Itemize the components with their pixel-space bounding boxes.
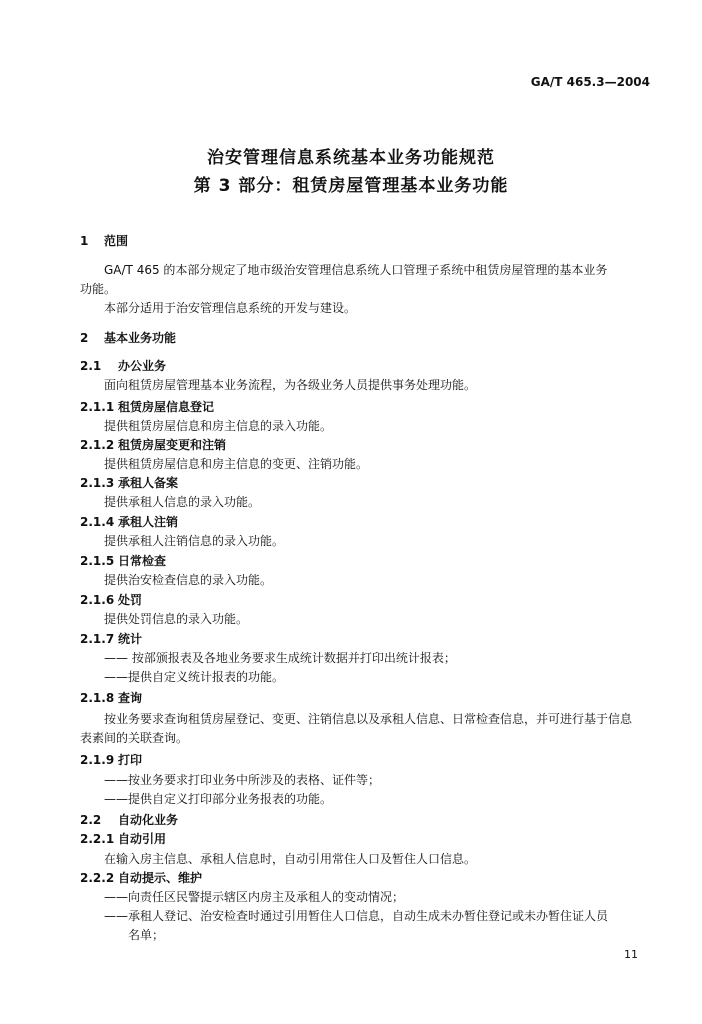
section-title: 查询: [118, 691, 143, 705]
section-heading: [80, 233, 128, 249]
section-number: 2.1.5: [80, 554, 115, 568]
document-title: 治安管理信息系统基本业务功能规范: [207, 148, 495, 168]
section-heading: [80, 831, 166, 847]
section-heading: [80, 690, 142, 706]
document-subtitle: 第 3 部分：租赁房屋管理基本业务功能: [193, 176, 509, 196]
section-title: 自动化业务: [118, 813, 179, 827]
section-title: 基本业务功能: [104, 331, 177, 345]
list-item: ——提供自定义打印部分业务报表的功能。: [104, 792, 333, 806]
section-title: 租赁房屋信息登记: [118, 400, 215, 414]
list-item-continuation: 名单；: [128, 928, 165, 942]
section-heading: [80, 514, 178, 530]
page-number: 11: [624, 948, 638, 961]
section-title: 自动引用: [118, 832, 167, 846]
section-heading: [80, 399, 214, 415]
section-title: 打印: [118, 753, 143, 767]
section-heading: [80, 475, 178, 491]
section-number: 2.2: [80, 813, 102, 827]
standard-number: GA/T 465.3—2004: [530, 75, 650, 89]
section-number: 2.2.2: [80, 871, 115, 885]
section-title: 处罚: [118, 593, 143, 607]
list-item: ——按业务要求打印业务中所涉及的表格、证件等；: [104, 773, 381, 787]
paragraph-line: 提供治安检查信息的录入功能。: [104, 573, 273, 587]
list-item: ——承租人登记、治安检查时通过引用暂住人口信息，自动生成未办暂住登记或未办暂住证人员: [104, 909, 609, 923]
section-number: 2.1.8: [80, 691, 115, 705]
section-number: 2.1.2: [80, 438, 115, 452]
paragraph-line: 表素间的关联查询。: [80, 731, 189, 745]
paragraph-line: GA/T 465 的本部分规定了地市级治安管理信息系统人口管理子系统中租赁房屋管理的基本业务: [104, 263, 608, 277]
section-number: 2.1.9: [80, 753, 115, 767]
section-heading: [80, 631, 142, 647]
paragraph-line: 在输入房主信息、承租人信息时，自动引用常住人口及暂住人口信息。: [104, 852, 477, 866]
section-number: 2.1: [80, 359, 102, 373]
section-heading: [80, 752, 142, 768]
section-heading: [80, 330, 176, 346]
section-title: 日常检查: [118, 554, 167, 568]
section-title: 承租人备案: [118, 476, 179, 490]
section-heading: [80, 553, 166, 569]
section-number: 2.1.6: [80, 593, 115, 607]
section-number: 2.1.3: [80, 476, 115, 490]
list-item: —— 按部颁报表及各地业务要求生成统计数据并打印出统计报表；: [104, 651, 456, 665]
list-item: ——向责任区民警提示辖区内房主及承租人的变动情况；: [104, 890, 405, 904]
paragraph-line: 提供处罚信息的录入功能。: [104, 612, 249, 626]
section-number: 2: [80, 331, 89, 345]
section-heading: [80, 437, 226, 453]
section-title: 办公业务: [118, 359, 167, 373]
section-title: 承租人注销: [118, 515, 179, 529]
paragraph-line: 本部分适用于治安管理信息系统的开发与建设。: [104, 301, 357, 315]
paragraph-line: 功能。: [80, 282, 117, 296]
list-item: ——提供自定义统计报表的功能。: [104, 670, 285, 684]
paragraph-line: 提供租赁房屋信息和房主信息的录入功能。: [104, 419, 333, 433]
section-title: 范围: [104, 234, 129, 248]
section-title: 租赁房屋变更和注销: [118, 438, 227, 452]
section-heading: [80, 358, 166, 374]
paragraph-line: 提供租赁房屋信息和房主信息的变更、注销功能。: [104, 457, 369, 471]
section-number: 2.1.7: [80, 632, 115, 646]
section-heading: [80, 870, 202, 886]
section-number: 2.1.1: [80, 400, 115, 414]
paragraph-line: 按业务要求查询租赁房屋登记、变更、注销信息以及承租人信息、日常检查信息，并可进行基于信息: [104, 712, 633, 726]
paragraph-line: 提供承租人信息的录入功能。: [104, 495, 261, 509]
section-number: 2.1.4: [80, 515, 115, 529]
section-heading: [80, 812, 178, 828]
paragraph-line: 面向租赁房屋管理基本业务流程，为各级业务人员提供事务处理功能。: [104, 378, 477, 392]
section-title: 统计: [118, 632, 143, 646]
section-title: 自动提示、维护: [118, 871, 203, 885]
section-number: 2.2.1: [80, 832, 115, 846]
paragraph-line: 提供承租人注销信息的录入功能。: [104, 534, 285, 548]
section-number: 1: [80, 234, 89, 248]
section-heading: [80, 592, 142, 608]
